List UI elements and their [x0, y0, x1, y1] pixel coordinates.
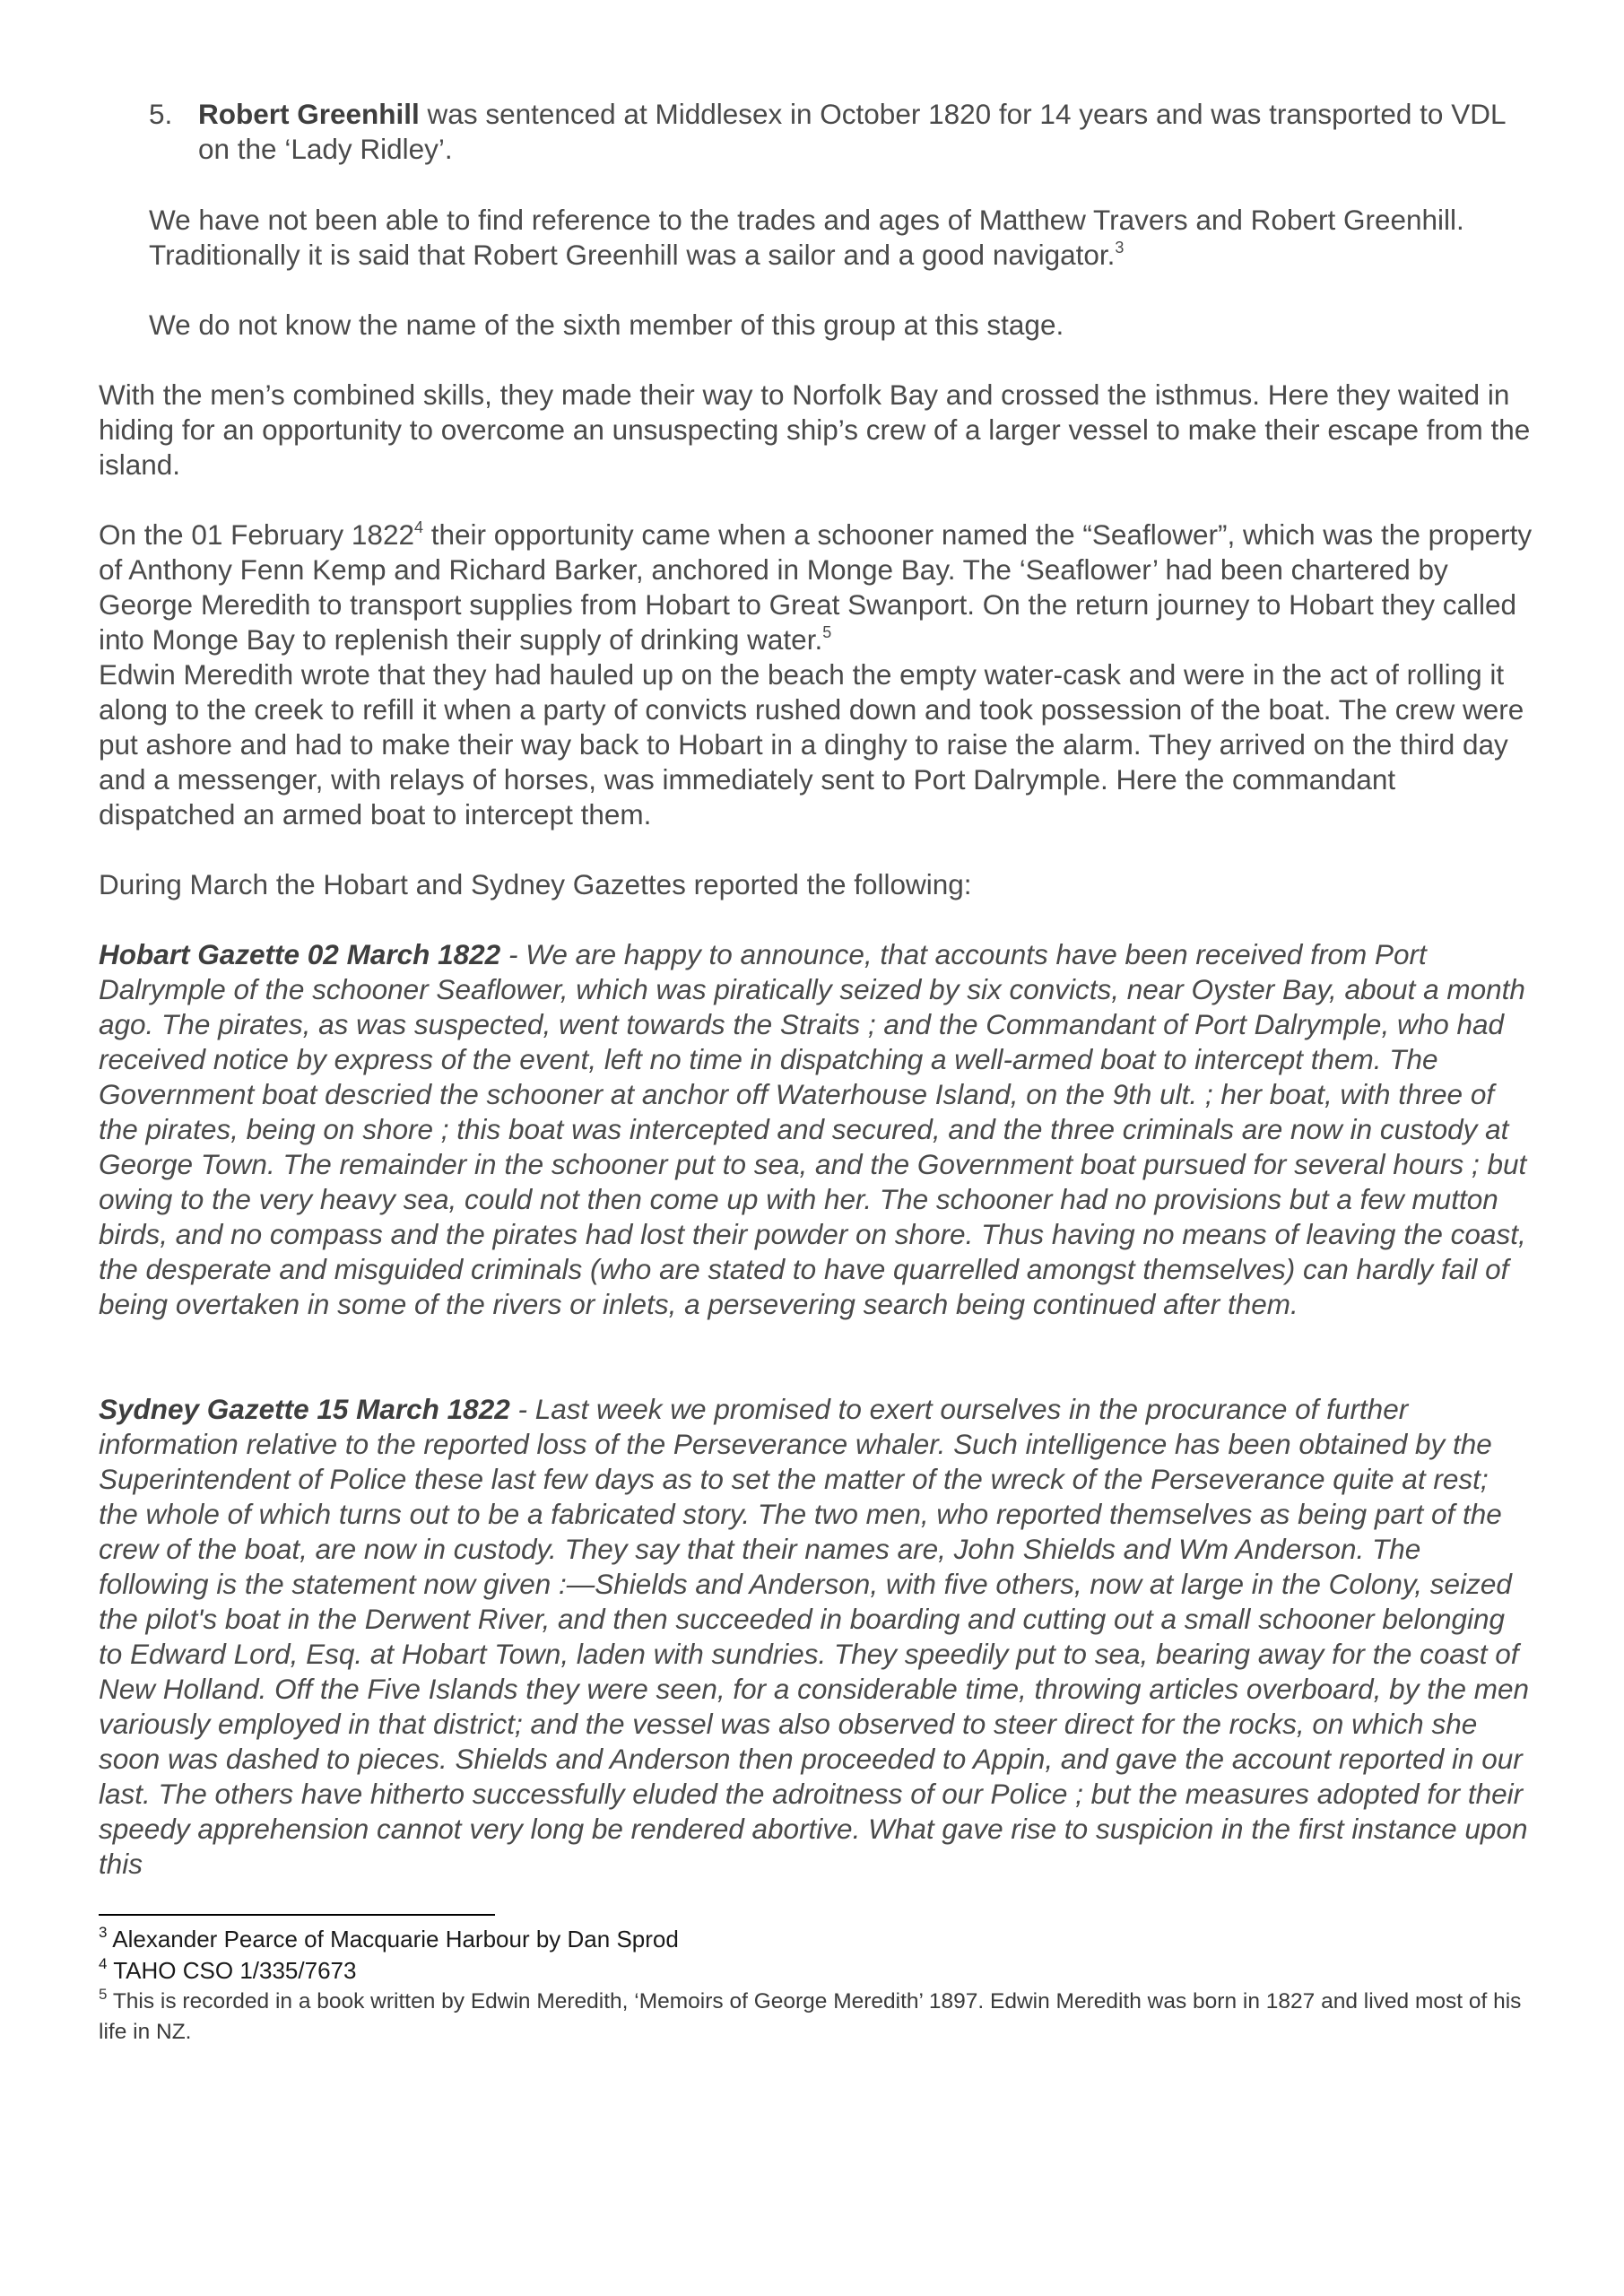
footnote-3: [99, 1924, 1533, 1954]
list-item-body: was sentenced at Middlesex in October 1820 for 14 years and was transported to VDL on the ‘Lady Ridley’.: [198, 98, 1506, 165]
footnote-ref-3: 3: [1115, 238, 1125, 257]
quote-source-sydney: Sydney Gazette 15 March 1822: [99, 1393, 510, 1425]
quote-sydney-gazette: [99, 1392, 1533, 1882]
footnote-text: Alexander Pearce of Macquarie Harbour by Dan Sprod: [112, 1926, 679, 1952]
footnote-number: 4: [99, 1955, 108, 1973]
paragraph-sixth-member: We do not know the name of the sixth member of this group at this stage.: [149, 309, 1064, 341]
paragraph-edwin-meredith: Edwin Meredith wrote that they had hauled up on the beach the empty water-cask and were in the act of rolling it along to the creek to refill it when a party of convicts rushed down and took possession of the boat. The crew were put ashore and had to make their way back to Hobart in a dinghy to raise the alarm. They arrived on the third day and a messenger, with relays of horses, was immediately sent to Port Dalrymple. Here the commandant dispatched an armed boat to intercept them.: [99, 658, 1524, 831]
list-item-5: [149, 97, 1533, 167]
footnotes: [99, 1924, 1533, 2048]
paragraph-february-text-b: their opportunity came when a schooner named the “Seaflower”, which was the property of Anthony Fenn Kemp and Richard Barker, anchored in Monge Bay. The ‘Seaflower’ had been chartered by George Meredith to transport supplies from Hobart to Great Swanport. On the return journey to Hobart they called into Monge Bay to replenish their supply of drinking water.: [99, 518, 1533, 656]
footnote-ref-5: 5: [822, 622, 832, 641]
convict-name: Robert Greenhill: [198, 98, 420, 130]
quote-hobart-gazette: [99, 937, 1533, 1322]
footnote-number: 3: [99, 1924, 108, 1942]
footnote-number: 5: [99, 1985, 108, 2003]
list-item-text: [198, 97, 1533, 167]
paragraph-combined-skills: With the men’s combined skills, they made their way to Norfolk Bay and crossed the isthmus. Here they waited in hiding for an opportunity to overcome an unsuspecting ship’s crew of a larger vessel to make their escape from the island.: [99, 378, 1531, 481]
paragraph-trades: [149, 203, 1533, 273]
footnote-separator: [99, 1914, 495, 1916]
paragraph-february: [99, 517, 1533, 657]
footnote-text: This is recorded in a book written by Edwin Meredith, ‘Memoirs of George Meredith’ 1897. Edwin Meredith was born in 1827 and lived most of his life in NZ.: [99, 1989, 1522, 2044]
footnote-5: [99, 1987, 1533, 2048]
footnote-text: TAHO CSO 1/335/7673: [113, 1957, 357, 1984]
list-number: 5.: [149, 98, 173, 130]
footnote-ref-4: 4: [413, 517, 423, 536]
paragraph-february-text-a: On the 01 February 1822: [99, 518, 414, 551]
footnote-4: [99, 1955, 1533, 1986]
quote-hobart-text: - We are happy to announce, that accounts have been received from Port Dalrymple of the schooner Seaflower, which was piratically seized by six convicts, near Oyster Bay, about a month ago. The pirates, as was suspected, went towards the Straits ; and the Commandant of Port Dalrymple, who had received notice by express of the event, left no time in dispatching a well-armed boat to intercept them. The Government boat descried the schooner at anchor off Waterhouse Island, on the 9th ult. ; her boat, with three of the pirates, being on shore ; this boat was intercepted and secured, and the three criminals are now in custody at George Town. The remainder in the schooner put to sea, and the Government boat pursued for several hours ; but owing to the very heavy sea, could not then come up with her. The schooner had no provisions but a few mutton birds, and no compass and the pirates had lost their powder on shore. Thus having no means of leaving the coast, the desperate and misguided criminals (who are stated to have quarrelled amongst themselves) can hardly fail of being overtaken in some of the rivers or inlets, a persevering search being continued after them.: [99, 938, 1527, 1320]
quote-source-hobart: Hobart Gazette 02 March 1822: [99, 938, 501, 970]
paragraph-trades-text: We have not been able to find reference to the trades and ages of Matthew Travers and Robert Greenhill. Traditionally it is said that Robert Greenhill was a sailor and a good navigator.: [149, 204, 1464, 271]
paragraph-gazettes-intro: During March the Hobart and Sydney Gazettes reported the following:: [99, 868, 972, 900]
quote-sydney-text: - Last week we promised to exert ourselves in the procurance of further information relative to the reported loss of the Perseverance whaler. Such intelligence has been obtained by the Superintendent of Police these last few days as to set the matter of the wreck of the Perseverance quite at rest; the whole of which turns out to be a fabricated story. The two men, who reported themselves as being part of the crew of the boat, are now in custody. They say that their names are, John Shields and Wm Anderson. The following is the statement now given :—Shields and Anderson, with five others, now at large in the Colony, seized the pilot's boat in the Derwent River, and then succeeded in boarding and cutting out a small schooner belonging to Edward Lord, Esq. at Hobart Town, laden with sundries. They speedily put to sea, bearing away for the coast of New Holland. Off the Five Islands they were seen, for a considerable time, throwing articles overboard, by the men variously employed in that district; and the vessel was also observed to steer direct for the rocks, on which she soon was dashed to pieces. Shields and Anderson then proceeded to Appin, and gave the account reported in our last. The others have hitherto successfully eluded the adroitness of our Police ; but the measures adopted for their speedy apprehension cannot very long be rendered abortive. What gave rise to suspicion in the first instance upon this: [99, 1393, 1530, 1880]
